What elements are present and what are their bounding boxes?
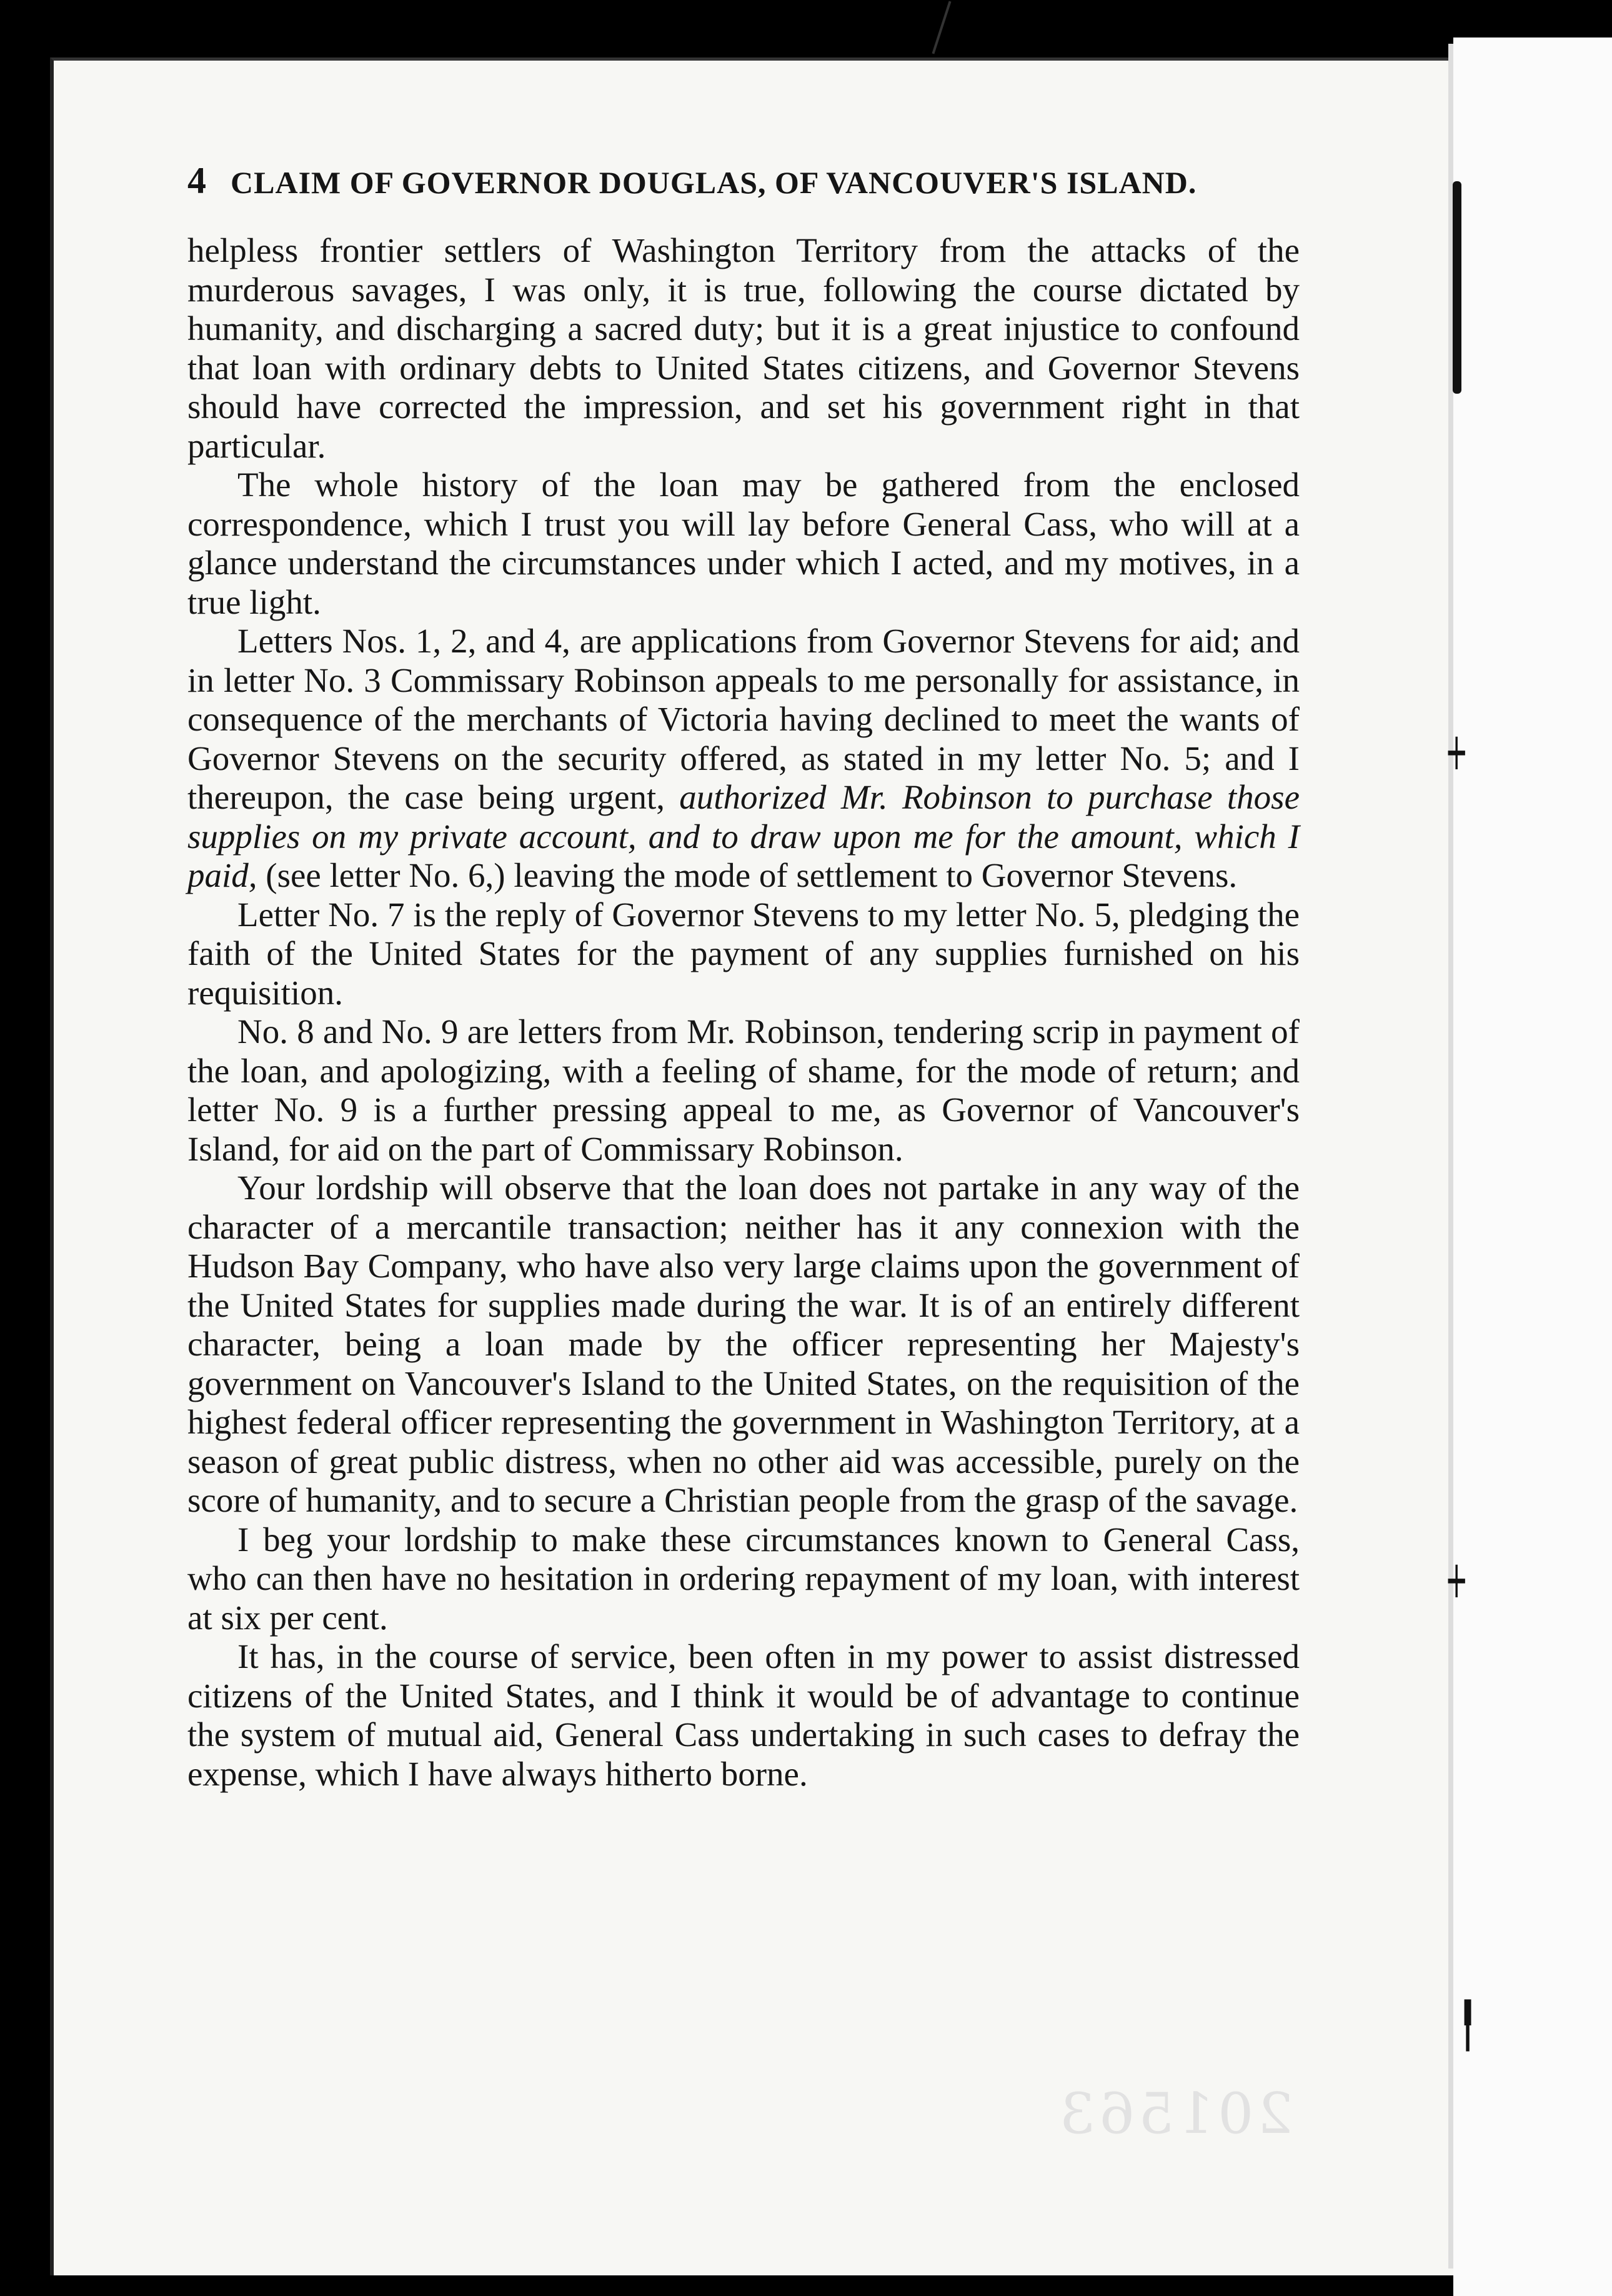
body-text (187, 231, 1300, 1794)
paragraph (187, 622, 1300, 896)
paragraph-text: (see letter No. 6,) leaving the mode of settlement to Governor Stevens. (266, 856, 1238, 894)
binding-gutter (1453, 37, 1612, 2296)
paragraph: I beg your lordship to make these circumstances known to General Cass, who can then have no hesitation in ordering repayment of my loan, with interest at six per cent. (187, 1520, 1300, 1637)
paragraph: Your lordship will observe that the loan does not partake in any way of the character of a mercantile transaction; neither has it any connexion with the Hudson Bay Company, who have also very large claims upon the government of the United States for supplies made during the war. It is of an entirely different character, being a loan made by the officer representing her Majesty's government on Vancouver's Island to the United States, on the requisition of the highest federal officer representing the government in Washington Territory, at a season of great public distress, when no other aid was accessible, purely on the score of humanity, and to secure a Christian people from the grasp of the savage. (187, 1169, 1300, 1519)
paragraph: helpless frontier settlers of Washington Territory from the attacks of the murderous savages, I was only, it is true, following the course dictated by humanity, and discharging a sacred duty; but it is a great injustice to confound that loan with ordinary debts to United States citizens, and Governor Stevens should have corrected the impression, and set his government right in that particular. (187, 231, 1300, 465)
scan-mark (932, 1, 952, 54)
binding-tick-mark: ┿ (1448, 737, 1465, 769)
running-title: CLAIM OF GOVERNOR DOUGLAS, OF VANCOUVER'S ISLAND. (231, 165, 1197, 200)
italic-passage: authorized Mr. Robinson to purchase those supplies on my private account, and to draw upon me for the amount, which I paid, (187, 778, 1300, 894)
paragraph: No. 8 and No. 9 are letters from Mr. Robinson, tendering scrip in payment of the loan, and apologizing, with a feeling of shame, for the mode of return; and letter No. 9 is a further pressing appeal to me, as Governor of Vancouver's Island, for aid on the part of Commissary Robinson. (187, 1012, 1300, 1168)
faint-stamp: 201563 (1056, 2081, 1293, 2147)
paragraph-text: Letters Nos. 1, 2, and 4, are applications from Governor Stevens for aid; and in letter No. 3 Commissary Robinson appeals to me personally for assistance, in consequence of the merchants of Victoria having declined to meet the wants of Governor Stevens on the security offered, as stated in my letter No. 5; and I thereupon, the case being urgent, (187, 622, 1300, 816)
paragraph: The whole history of the loan may be gathered from the enclosed correspondence, which I trust you will lay before General Cass, who will at a glance understand the circumstances under which I acted, and my motives, in a true light. (187, 466, 1300, 621)
running-head (187, 159, 1287, 202)
paragraph: Letter No. 7 is the reply of Governor Stevens to my letter No. 5, pledging the faith of the United States for the payment of any supplies furnished on his requisition. (187, 895, 1300, 1012)
page-number: 4 (187, 160, 207, 201)
paragraph: It has, in the course of service, been often in my power to assist distressed citizens of the United States, and I think it would be of advantage to continue the system of mutual aid, General Cass undertaking in such cases to defray the expense, which I have always hitherto borne. (187, 1637, 1300, 1793)
binding-tick-mark: ╿ (1455, 2000, 1481, 2051)
binding-tick-mark: ┿ (1448, 1565, 1465, 1597)
binding-edge-mark (1453, 181, 1461, 394)
